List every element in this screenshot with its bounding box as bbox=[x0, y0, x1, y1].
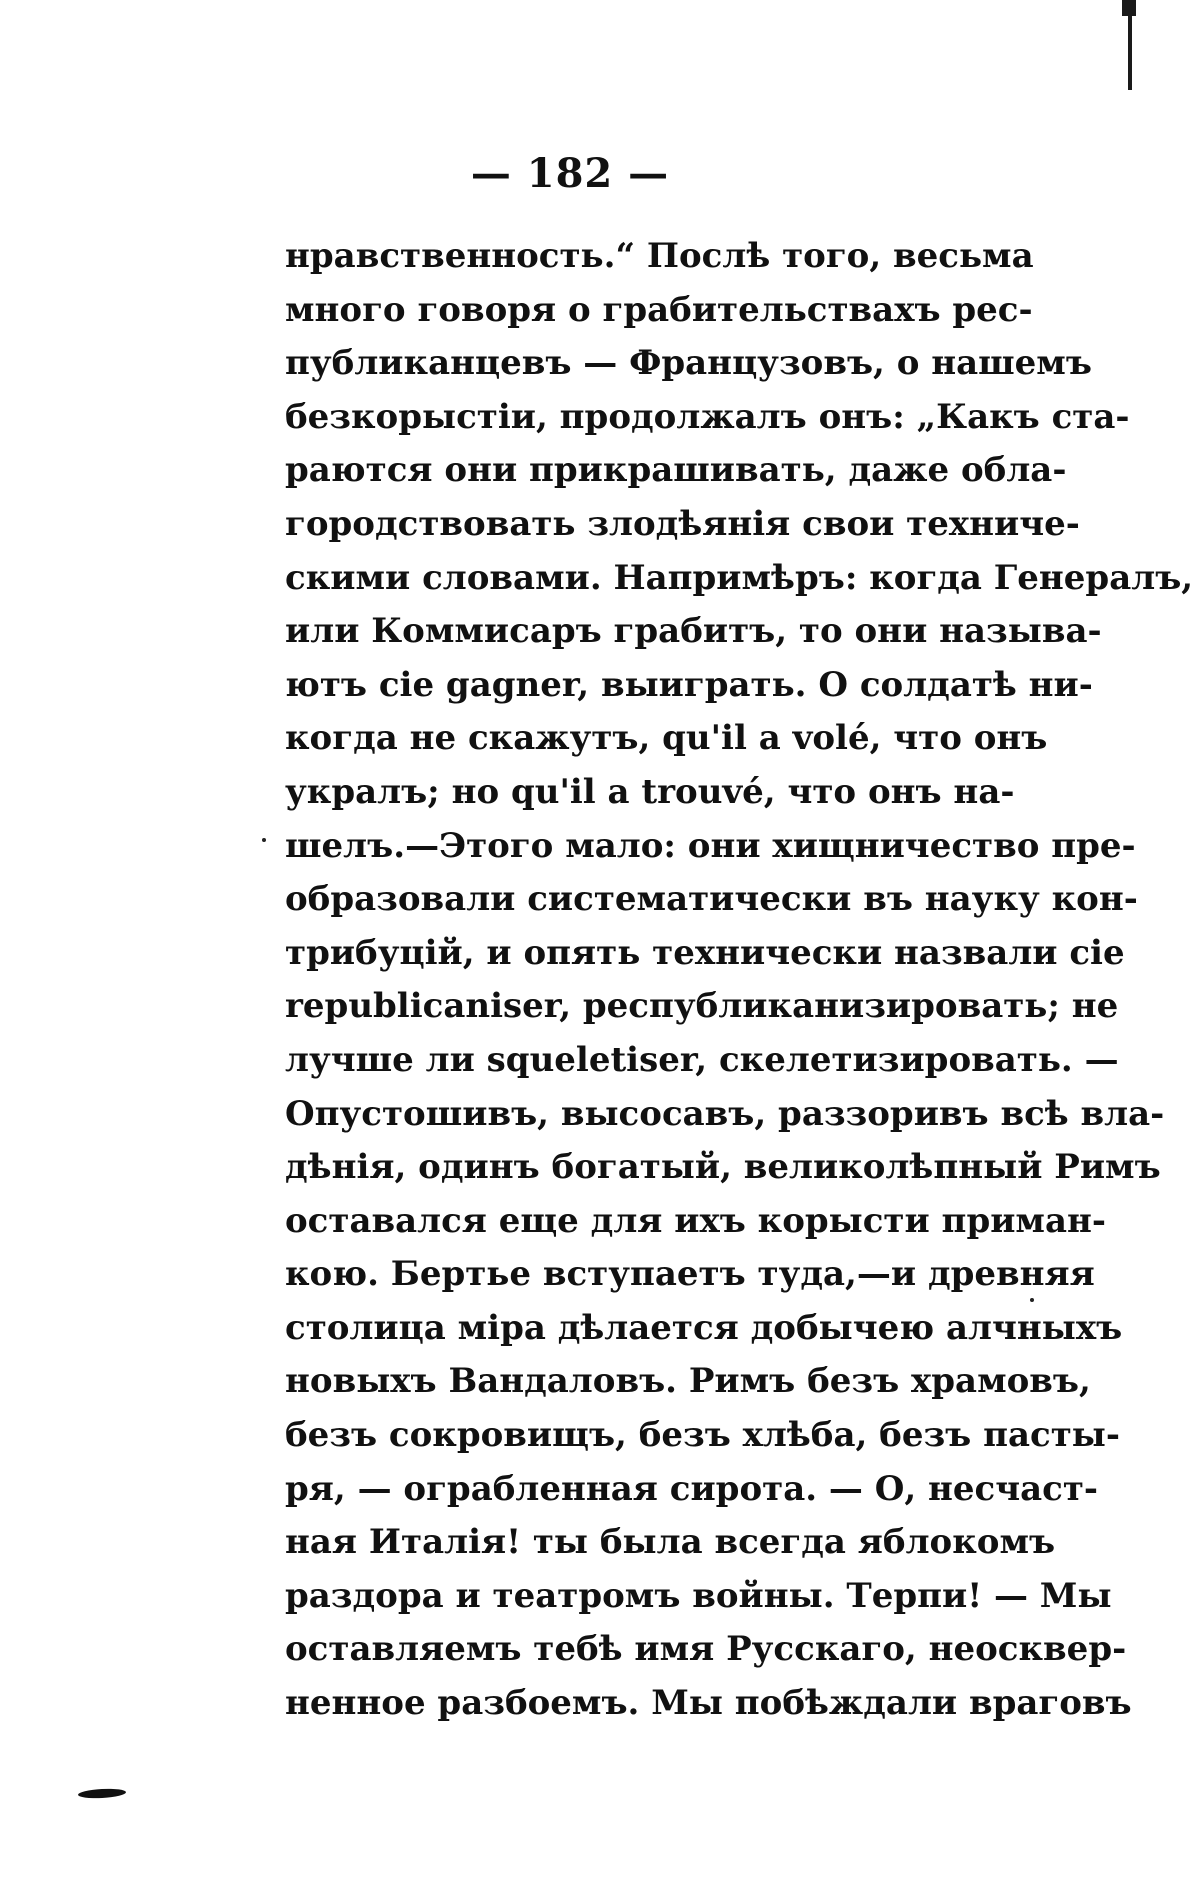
text-line: ненное разбоемъ. Мы побѣждали враговъ bbox=[285, 1683, 1132, 1724]
text-line: городствовать злодѣянія свои техниче- bbox=[285, 503, 1080, 544]
text-line: шелъ.—Этого мало: они хищничество пре- bbox=[285, 825, 1136, 866]
print-speck bbox=[262, 838, 266, 842]
text-line: Опустошивъ, высосавъ, раззоривъ всѣ вла- bbox=[285, 1093, 1165, 1134]
text-line: republicaniser, республиканизировать; не bbox=[285, 986, 1119, 1027]
page-number: — 182 — bbox=[470, 150, 670, 197]
text-line: раздора и театромъ войны. Терпи! — Мы bbox=[285, 1575, 1112, 1616]
text-line: дѣнія, одинъ богатый, великолѣпный Римъ bbox=[285, 1147, 1161, 1188]
text-line: укралъ; но qu'il a trouvé, что онъ на- bbox=[285, 771, 1015, 812]
text-line: оставляемъ тебѣ имя Русскаго, неосквер- bbox=[285, 1629, 1127, 1670]
ink-smudge bbox=[78, 1788, 126, 1799]
text-line: лучше ли squeletiser, скелетизировать. — bbox=[285, 1039, 1119, 1080]
text-line: раются они прикрашивать, даже обла- bbox=[285, 450, 1067, 491]
text-line: безъ сокровищъ, безъ хлѣба, безъ пасты- bbox=[285, 1415, 1120, 1456]
page-edge-mark bbox=[1128, 0, 1132, 90]
text-line: новыхъ Вандаловъ. Римъ безъ храмовъ, bbox=[285, 1361, 1091, 1402]
text-line: образовали систематически въ науку кон- bbox=[285, 879, 1138, 920]
text-line: кою. Бертье вступаетъ туда,—и древняя bbox=[285, 1254, 1095, 1295]
text-line: ря, — ограбленная сирота. — О, несчаст- bbox=[285, 1468, 1099, 1509]
text-line: ная Италія! ты была всегда яблокомъ bbox=[285, 1522, 1056, 1563]
text-line: когда не скажутъ, qu'il a volé, что онъ bbox=[285, 718, 1048, 759]
text-line: или Коммисаръ грабитъ, то они называ- bbox=[285, 611, 1102, 652]
body-text bbox=[285, 230, 1193, 1731]
text-line: безкорыстіи, продолжалъ онъ: „Какъ ста- bbox=[285, 396, 1130, 437]
text-line: оставался еще для ихъ корысти приман- bbox=[285, 1200, 1106, 1241]
text-line: скими словами. Напримѣръ: когда Генералъ, bbox=[285, 557, 1193, 598]
print-speck bbox=[1030, 1298, 1034, 1302]
text-line: трибуцій, и опять технически назвали сіе bbox=[285, 932, 1125, 973]
text-line: нравственность.“ Послѣ того, весьма bbox=[285, 236, 1034, 276]
text-line: много говоря о грабительствахъ рес- bbox=[285, 289, 1033, 330]
text-line: столица міра дѣлается добычею алчныхъ bbox=[285, 1307, 1123, 1348]
text-line: публиканцевъ — Французовъ, о нашемъ bbox=[285, 343, 1092, 384]
text-line: ютъ сіе gagner, выиграть. О солдатѣ ни- bbox=[285, 664, 1093, 705]
